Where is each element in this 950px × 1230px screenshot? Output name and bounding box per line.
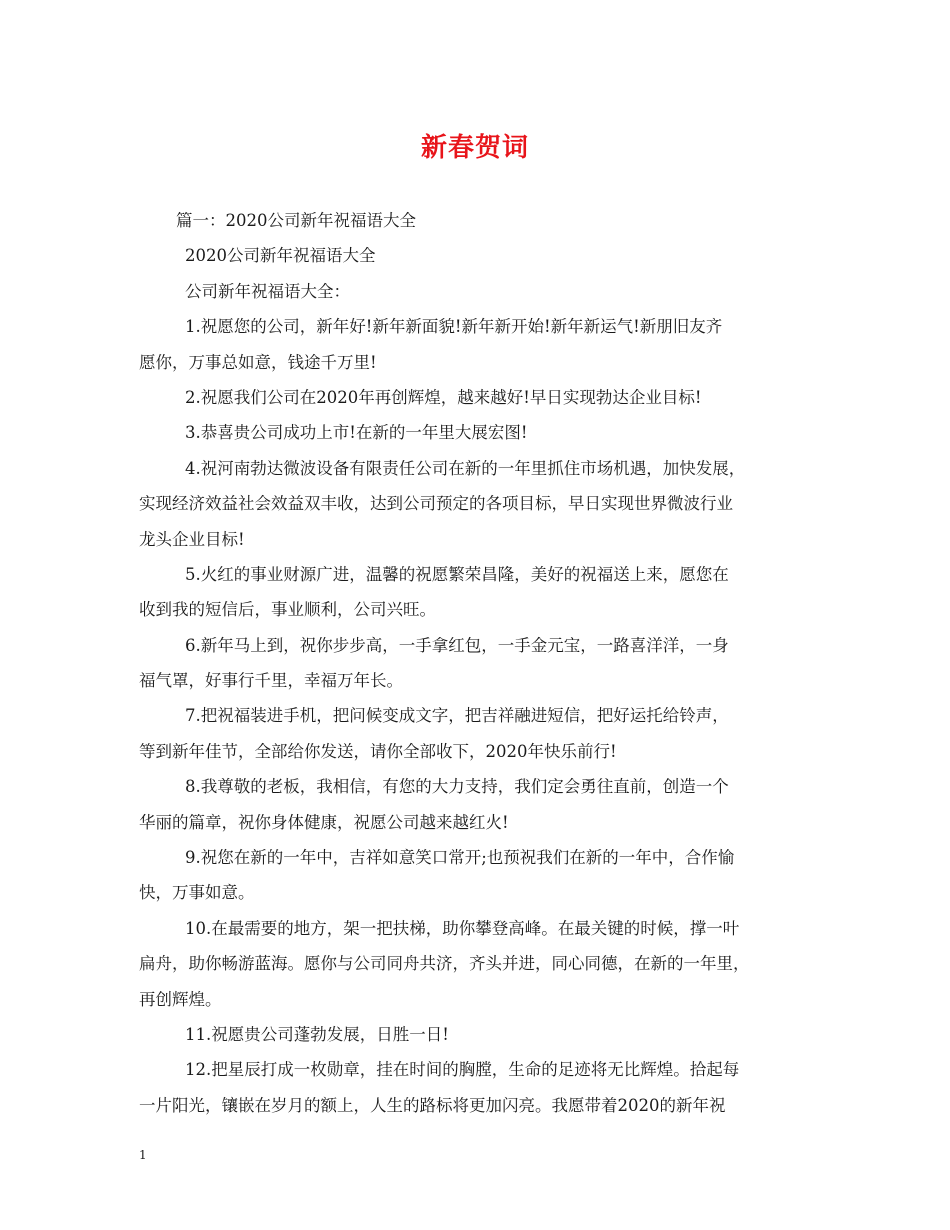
paragraph-line: 3.恭喜贵公司成功上市!在新的一年里大展宏图! [185,423,528,443]
paragraph-line: 1.祝愿您的公司，新年好!新年新面貌!新年新开始!新年新运气!新朋旧友齐 [185,317,723,337]
paragraph-line: 12.把星辰打成一枚勋章，挂在时间的胸膛，生命的足迹将无比辉煌。拾起每 [185,1060,740,1080]
paragraph-line: 2.祝愿我们公司在2020年再创辉煌，越来越好!早日实现勃达企业目标! [185,387,702,407]
paragraph-line: 扁舟，助你畅游蓝海。愿你与公司同舟共济，齐头并进，同心同德，在新的一年里， [139,954,750,974]
document-body [139,206,824,1126]
paragraph-line: 6.新年马上到，祝你步步高，一手拿红包，一手金元宝，一路喜洋洋，一身 [185,635,729,655]
subheading: 2020公司新年祝福语大全 [185,246,376,266]
paragraph-line: 4.祝河南勃达微波设备有限责任公司在新的一年里抓住市场机遇，加快发展， [185,458,746,478]
paragraph-line: 等到新年佳节，全部给你发送，请你全部收下，2020年快乐前行! [139,741,617,761]
paragraph-line: 7.把祝福装进手机，把问候变成文字，把吉祥融进短信，把好运托给铃声， [185,706,729,726]
paragraph-line: 愿你，万事总如意，钱途千万里! [139,352,377,372]
paragraph-line: 龙头企业目标! [139,529,245,549]
paragraph-line: 快，万事如意。 [139,883,255,903]
paragraph-line: 再创辉煌。 [139,989,222,1009]
paragraph-line: 福气罩，好事行千里，幸福万年长。 [139,671,403,691]
page-number: 1 [139,1148,147,1162]
paragraph-line: 11.祝愿贵公司蓬勃发展，日胜一日! [185,1024,449,1044]
paragraph-line: 华丽的篇章，祝你身体健康，祝愿公司越来越红火! [139,812,509,832]
subheading: 公司新年祝福语大全： [185,281,350,301]
paragraph-line: 8.我尊敬的老板，我相信，有您的大力支持，我们定会勇往直前，创造一个 [185,777,729,797]
paragraph-line: 9.祝您在新的一年中，吉祥如意笑口常开;也预祝我们在新的一年中，合作愉 [185,848,735,868]
paragraph-line: 一片阳光，镶嵌在岁月的额上，人生的路标将更加闪亮。我愿带着2020的新年祝 [139,1095,726,1115]
section-heading: 篇一：2020公司新年祝福语大全 [176,211,416,230]
paragraph-line: 收到我的短信后，事业顺利，公司兴旺。 [139,600,436,620]
paragraph-line: 10.在最需要的地方，架一把扶梯，助你攀登高峰。在最关键的时候，撑一叶 [185,918,740,938]
page-title: 新春贺词 [420,133,529,163]
paragraph-line: 5.火红的事业财源广进，温馨的祝愿繁荣昌隆，美好的祝福送上来，愿您在 [185,564,729,584]
paragraph-line: 实现经济效益社会效益双丰收，达到公司预定的各项目标，早日实现世界微波行业 [139,494,733,514]
